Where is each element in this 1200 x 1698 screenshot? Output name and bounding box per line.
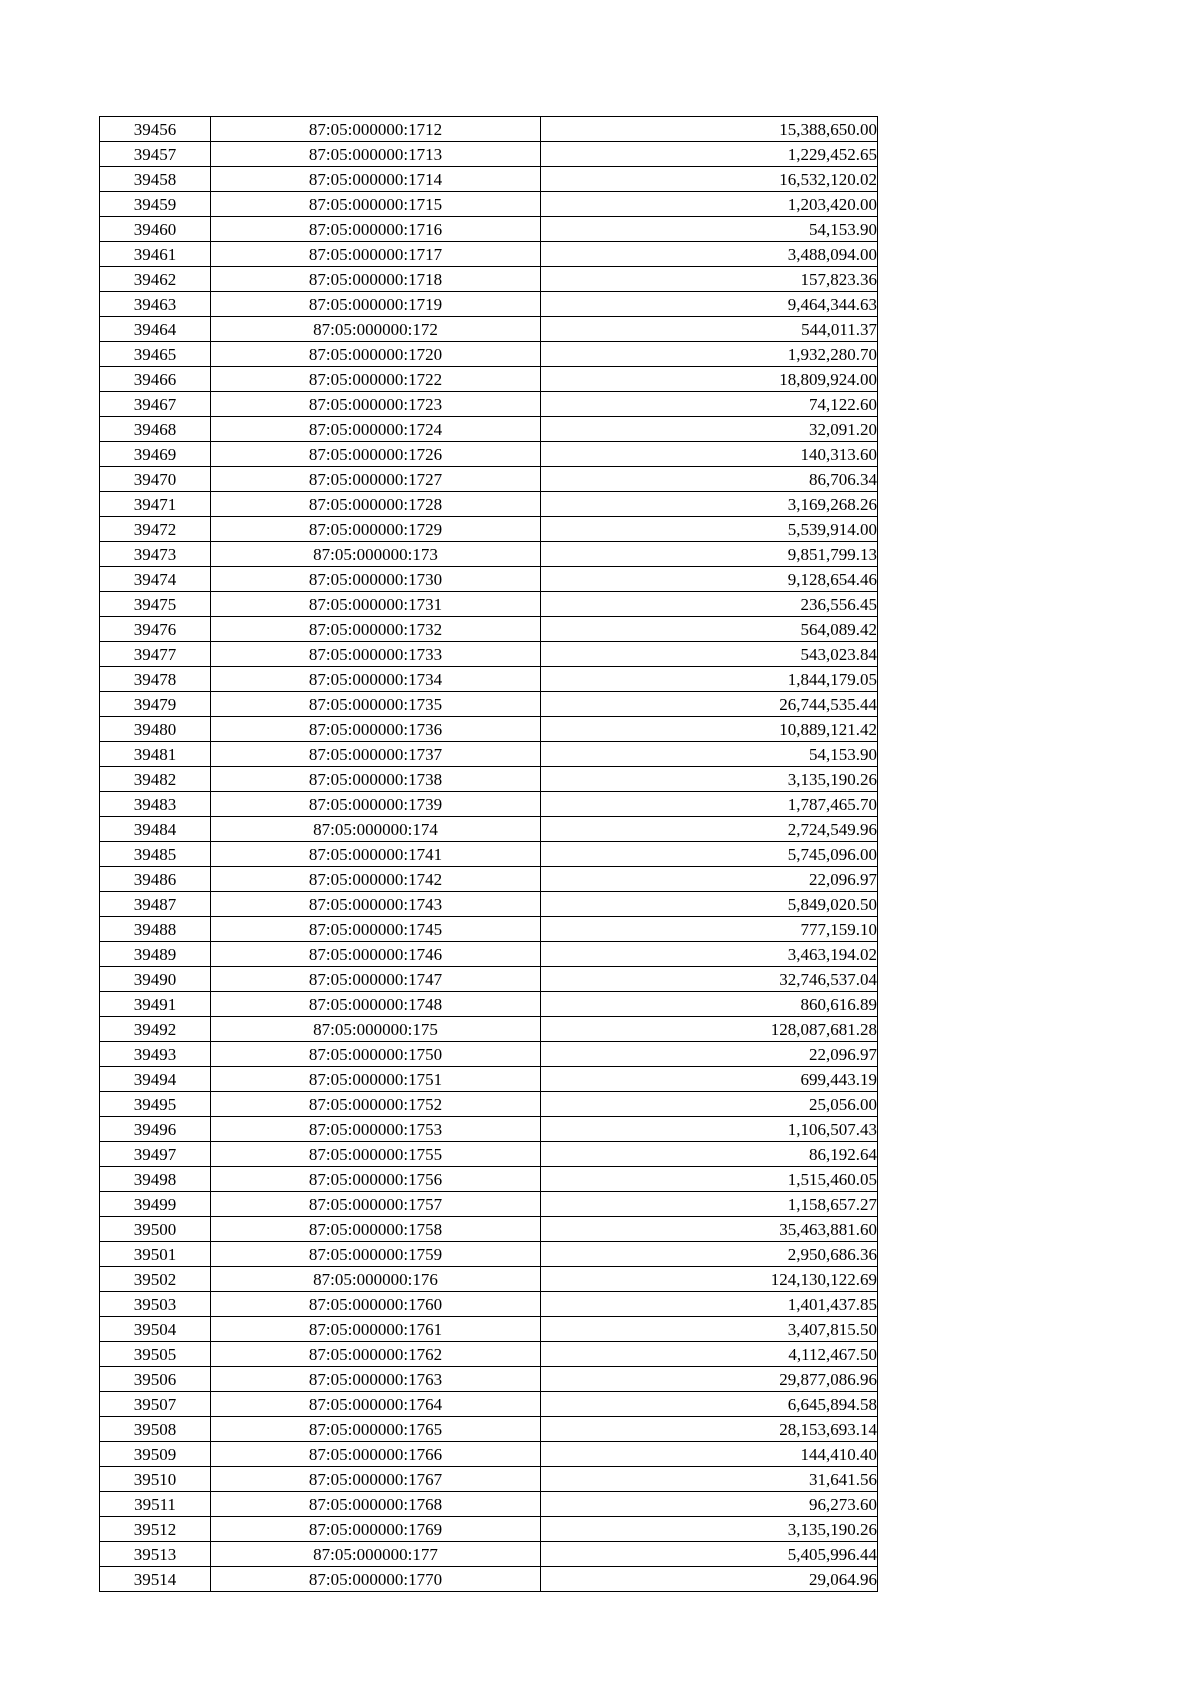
cadastral-number-cell: 87:05:000000:1724 [211, 417, 541, 442]
row-number-cell: 39461 [100, 242, 211, 267]
row-number-cell: 39479 [100, 692, 211, 717]
table-row [100, 292, 878, 317]
cadastral-number-cell: 87:05:000000:1769 [211, 1517, 541, 1542]
table-row [100, 1167, 878, 1192]
cadastral-value-cell: 29,064.96 [541, 1567, 878, 1592]
row-number-cell: 39495 [100, 1092, 211, 1117]
cadastral-number-cell: 87:05:000000:1727 [211, 467, 541, 492]
cadastral-number-cell: 87:05:000000:1747 [211, 967, 541, 992]
row-number-cell: 39507 [100, 1392, 211, 1417]
table-row [100, 767, 878, 792]
cadastral-number-cell: 87:05:000000:1719 [211, 292, 541, 317]
cadastral-number-cell: 87:05:000000:1758 [211, 1217, 541, 1242]
cadastral-value-cell: 9,464,344.63 [541, 292, 878, 317]
cadastral-value-cell: 3,488,094.00 [541, 242, 878, 267]
cadastral-value-cell: 5,539,914.00 [541, 517, 878, 542]
cadastral-number-cell: 87:05:000000:1756 [211, 1167, 541, 1192]
table-row [100, 867, 878, 892]
table-row [100, 1267, 878, 1292]
cadastral-number-cell: 87:05:000000:1759 [211, 1242, 541, 1267]
cadastral-value-cell: 2,724,549.96 [541, 817, 878, 842]
cadastral-value-cell: 18,809,924.00 [541, 367, 878, 392]
cadastral-value-cell: 157,823.36 [541, 267, 878, 292]
row-number-cell: 39464 [100, 317, 211, 342]
row-number-cell: 39498 [100, 1167, 211, 1192]
row-number-cell: 39463 [100, 292, 211, 317]
row-number-cell: 39497 [100, 1142, 211, 1167]
cadastral-number-cell: 87:05:000000:1741 [211, 842, 541, 867]
row-number-cell: 39462 [100, 267, 211, 292]
cadastral-number-cell: 87:05:000000:1762 [211, 1342, 541, 1367]
table-row [100, 417, 878, 442]
cadastral-number-cell: 87:05:000000:1739 [211, 792, 541, 817]
row-number-cell: 39484 [100, 817, 211, 842]
row-number-cell: 39466 [100, 367, 211, 392]
cadastral-number-cell: 87:05:000000:1738 [211, 767, 541, 792]
row-number-cell: 39481 [100, 742, 211, 767]
row-number-cell: 39489 [100, 942, 211, 967]
cadastral-number-cell: 87:05:000000:1720 [211, 342, 541, 367]
cadastral-number-cell: 87:05:000000:1770 [211, 1567, 541, 1592]
table-row [100, 492, 878, 517]
row-number-cell: 39505 [100, 1342, 211, 1367]
table-row [100, 217, 878, 242]
cadastral-value-cell: 860,616.89 [541, 992, 878, 1017]
cadastral-number-cell: 87:05:000000:1732 [211, 617, 541, 642]
cadastral-number-cell: 87:05:000000:1757 [211, 1192, 541, 1217]
cadastral-value-cell: 9,851,799.13 [541, 542, 878, 567]
cadastral-value-cell: 1,106,507.43 [541, 1117, 878, 1142]
cadastral-value-cell: 3,463,194.02 [541, 942, 878, 967]
cadastral-value-cell: 28,153,693.14 [541, 1417, 878, 1442]
row-number-cell: 39486 [100, 867, 211, 892]
table-row [100, 992, 878, 1017]
cadastral-number-cell: 87:05:000000:1752 [211, 1092, 541, 1117]
row-number-cell: 39456 [100, 117, 211, 142]
cadastral-value-cell: 3,135,190.26 [541, 1517, 878, 1542]
row-number-cell: 39457 [100, 142, 211, 167]
row-number-cell: 39490 [100, 967, 211, 992]
cadastral-value-cell: 564,089.42 [541, 617, 878, 642]
cadastral-value-cell: 4,112,467.50 [541, 1342, 878, 1367]
table-row [100, 617, 878, 642]
row-number-cell: 39506 [100, 1367, 211, 1392]
row-number-cell: 39476 [100, 617, 211, 642]
cadastral-number-cell: 87:05:000000:1723 [211, 392, 541, 417]
row-number-cell: 39467 [100, 392, 211, 417]
row-number-cell: 39475 [100, 592, 211, 617]
table-row [100, 892, 878, 917]
table-row [100, 442, 878, 467]
row-number-cell: 39493 [100, 1042, 211, 1067]
table-row [100, 1542, 878, 1567]
table-row [100, 1217, 878, 1242]
table-row [100, 1442, 878, 1467]
cadastral-value-cell: 124,130,122.69 [541, 1267, 878, 1292]
row-number-cell: 39477 [100, 642, 211, 667]
cadastral-value-cell: 6,645,894.58 [541, 1392, 878, 1417]
row-number-cell: 39468 [100, 417, 211, 442]
cadastral-number-cell: 87:05:000000:172 [211, 317, 541, 342]
cadastral-number-cell: 87:05:000000:1764 [211, 1392, 541, 1417]
cadastral-number-cell: 87:05:000000:1745 [211, 917, 541, 942]
row-number-cell: 39492 [100, 1017, 211, 1042]
cadastral-value-cell: 26,744,535.44 [541, 692, 878, 717]
table-row [100, 1342, 878, 1367]
cadastral-value-cell: 543,023.84 [541, 642, 878, 667]
row-number-cell: 39474 [100, 567, 211, 592]
table-row [100, 117, 878, 142]
cadastral-value-cell: 35,463,881.60 [541, 1217, 878, 1242]
table-row [100, 517, 878, 542]
table-body [100, 117, 878, 1592]
cadastral-number-cell: 87:05:000000:1767 [211, 1467, 541, 1492]
cadastral-number-cell: 87:05:000000:1753 [211, 1117, 541, 1142]
table-row [100, 1492, 878, 1517]
table-row [100, 1042, 878, 1067]
cadastral-number-cell: 87:05:000000:177 [211, 1542, 541, 1567]
table-row [100, 1567, 878, 1592]
table-row [100, 1067, 878, 1092]
cadastral-value-cell: 1,203,420.00 [541, 192, 878, 217]
cadastral-value-cell: 32,746,537.04 [541, 967, 878, 992]
table-row [100, 542, 878, 567]
row-number-cell: 39478 [100, 667, 211, 692]
cadastral-number-cell: 87:05:000000:1731 [211, 592, 541, 617]
table-row [100, 717, 878, 742]
cadastral-value-cell: 544,011.37 [541, 317, 878, 342]
cadastral-value-cell: 29,877,086.96 [541, 1367, 878, 1392]
cadastral-number-cell: 87:05:000000:1715 [211, 192, 541, 217]
cadastral-number-cell: 87:05:000000:1714 [211, 167, 541, 192]
cadastral-number-cell: 87:05:000000:1735 [211, 692, 541, 717]
row-number-cell: 39460 [100, 217, 211, 242]
row-number-cell: 39500 [100, 1217, 211, 1242]
cadastral-value-cell: 3,407,815.50 [541, 1317, 878, 1342]
cadastral-value-cell: 777,159.10 [541, 917, 878, 942]
cadastral-number-cell: 87:05:000000:1737 [211, 742, 541, 767]
cadastral-number-cell: 87:05:000000:175 [211, 1017, 541, 1042]
cadastral-value-cell: 1,844,179.05 [541, 667, 878, 692]
cadastral-number-cell: 87:05:000000:1765 [211, 1417, 541, 1442]
row-number-cell: 39502 [100, 1267, 211, 1292]
cadastral-number-cell: 87:05:000000:1733 [211, 642, 541, 667]
table-row [100, 942, 878, 967]
table-row [100, 1117, 878, 1142]
cadastral-value-cell: 5,405,996.44 [541, 1542, 878, 1567]
table-row [100, 1192, 878, 1217]
table-row [100, 567, 878, 592]
cadastral-value-cell: 2,950,686.36 [541, 1242, 878, 1267]
row-number-cell: 39514 [100, 1567, 211, 1592]
table-row [100, 967, 878, 992]
table-row [100, 367, 878, 392]
row-number-cell: 39512 [100, 1517, 211, 1542]
cadastral-value-cell: 3,169,268.26 [541, 492, 878, 517]
cadastral-value-cell: 86,192.64 [541, 1142, 878, 1167]
cadastral-number-cell: 87:05:000000:1728 [211, 492, 541, 517]
cadastral-number-cell: 87:05:000000:1734 [211, 667, 541, 692]
row-number-cell: 39485 [100, 842, 211, 867]
cadastral-number-cell: 87:05:000000:1736 [211, 717, 541, 742]
cadastral-value-cell: 128,087,681.28 [541, 1017, 878, 1042]
row-number-cell: 39496 [100, 1117, 211, 1142]
cadastral-number-cell: 87:05:000000:1743 [211, 892, 541, 917]
table-row [100, 192, 878, 217]
cadastral-value-cell: 699,443.19 [541, 1067, 878, 1092]
row-number-cell: 39491 [100, 992, 211, 1017]
table-row [100, 1317, 878, 1342]
cadastral-value-cell: 5,849,020.50 [541, 892, 878, 917]
table-row [100, 1467, 878, 1492]
table-row [100, 1367, 878, 1392]
cadastral-value-cell: 54,153.90 [541, 742, 878, 767]
row-number-cell: 39458 [100, 167, 211, 192]
cadastral-value-cell: 3,135,190.26 [541, 767, 878, 792]
table-row [100, 242, 878, 267]
cadastral-value-cell: 5,745,096.00 [541, 842, 878, 867]
table-row [100, 842, 878, 867]
cadastral-value-table [99, 116, 878, 1592]
row-number-cell: 39511 [100, 1492, 211, 1517]
cadastral-value-cell: 96,273.60 [541, 1492, 878, 1517]
cadastral-value-cell: 10,889,121.42 [541, 717, 878, 742]
table-row [100, 467, 878, 492]
row-number-cell: 39513 [100, 1542, 211, 1567]
cadastral-value-cell: 1,158,657.27 [541, 1192, 878, 1217]
row-number-cell: 39471 [100, 492, 211, 517]
row-number-cell: 39504 [100, 1317, 211, 1342]
cadastral-value-cell: 1,932,280.70 [541, 342, 878, 367]
row-number-cell: 39499 [100, 1192, 211, 1217]
cadastral-number-cell: 87:05:000000:1717 [211, 242, 541, 267]
cadastral-number-cell: 87:05:000000:176 [211, 1267, 541, 1292]
row-number-cell: 39494 [100, 1067, 211, 1092]
table-row [100, 592, 878, 617]
row-number-cell: 39473 [100, 542, 211, 567]
cadastral-number-cell: 87:05:000000:1748 [211, 992, 541, 1017]
row-number-cell: 39469 [100, 442, 211, 467]
table-row [100, 1092, 878, 1117]
cadastral-value-cell: 86,706.34 [541, 467, 878, 492]
table-row [100, 642, 878, 667]
table-row [100, 667, 878, 692]
cadastral-number-cell: 87:05:000000:1766 [211, 1442, 541, 1467]
cadastral-number-cell: 87:05:000000:1726 [211, 442, 541, 467]
table-row [100, 917, 878, 942]
cadastral-number-cell: 87:05:000000:173 [211, 542, 541, 567]
cadastral-number-cell: 87:05:000000:1722 [211, 367, 541, 392]
cadastral-value-cell: 22,096.97 [541, 1042, 878, 1067]
table-row [100, 317, 878, 342]
cadastral-value-cell: 1,401,437.85 [541, 1292, 878, 1317]
table-row [100, 1517, 878, 1542]
cadastral-number-cell: 87:05:000000:1712 [211, 117, 541, 142]
row-number-cell: 39488 [100, 917, 211, 942]
cadastral-value-cell: 1,787,465.70 [541, 792, 878, 817]
row-number-cell: 39459 [100, 192, 211, 217]
table-row [100, 267, 878, 292]
cadastral-value-cell: 25,056.00 [541, 1092, 878, 1117]
row-number-cell: 39465 [100, 342, 211, 367]
table-row [100, 692, 878, 717]
cadastral-value-cell: 1,229,452.65 [541, 142, 878, 167]
cadastral-number-cell: 87:05:000000:1760 [211, 1292, 541, 1317]
table-row [100, 392, 878, 417]
cadastral-value-cell: 74,122.60 [541, 392, 878, 417]
cadastral-value-cell: 236,556.45 [541, 592, 878, 617]
cadastral-value-cell: 32,091.20 [541, 417, 878, 442]
cadastral-number-cell: 87:05:000000:1718 [211, 267, 541, 292]
table-row [100, 792, 878, 817]
cadastral-number-cell: 87:05:000000:1750 [211, 1042, 541, 1067]
row-number-cell: 39482 [100, 767, 211, 792]
cadastral-value-cell: 1,515,460.05 [541, 1167, 878, 1192]
cadastral-value-cell: 31,641.56 [541, 1467, 878, 1492]
table-row [100, 1417, 878, 1442]
table-row [100, 1017, 878, 1042]
cadastral-number-cell: 87:05:000000:1751 [211, 1067, 541, 1092]
row-number-cell: 39483 [100, 792, 211, 817]
cadastral-value-cell: 9,128,654.46 [541, 567, 878, 592]
cadastral-number-cell: 87:05:000000:1768 [211, 1492, 541, 1517]
row-number-cell: 39480 [100, 717, 211, 742]
cadastral-value-cell: 140,313.60 [541, 442, 878, 467]
table-row [100, 817, 878, 842]
cadastral-number-cell: 87:05:000000:174 [211, 817, 541, 842]
row-number-cell: 39472 [100, 517, 211, 542]
row-number-cell: 39503 [100, 1292, 211, 1317]
row-number-cell: 39487 [100, 892, 211, 917]
table-row [100, 167, 878, 192]
cadastral-value-cell: 15,388,650.00 [541, 117, 878, 142]
table-row [100, 1242, 878, 1267]
cadastral-number-cell: 87:05:000000:1729 [211, 517, 541, 542]
table-row [100, 1392, 878, 1417]
cadastral-number-cell: 87:05:000000:1763 [211, 1367, 541, 1392]
cadastral-number-cell: 87:05:000000:1746 [211, 942, 541, 967]
cadastral-number-cell: 87:05:000000:1713 [211, 142, 541, 167]
cadastral-number-cell: 87:05:000000:1716 [211, 217, 541, 242]
table-row [100, 1142, 878, 1167]
table-row [100, 342, 878, 367]
cadastral-number-cell: 87:05:000000:1742 [211, 867, 541, 892]
row-number-cell: 39508 [100, 1417, 211, 1442]
cadastral-number-cell: 87:05:000000:1755 [211, 1142, 541, 1167]
row-number-cell: 39509 [100, 1442, 211, 1467]
table-row [100, 1292, 878, 1317]
table-row [100, 742, 878, 767]
cadastral-number-cell: 87:05:000000:1761 [211, 1317, 541, 1342]
row-number-cell: 39501 [100, 1242, 211, 1267]
cadastral-value-cell: 22,096.97 [541, 867, 878, 892]
cadastral-value-cell: 54,153.90 [541, 217, 878, 242]
table-row [100, 142, 878, 167]
cadastral-value-cell: 144,410.40 [541, 1442, 878, 1467]
row-number-cell: 39510 [100, 1467, 211, 1492]
cadastral-number-cell: 87:05:000000:1730 [211, 567, 541, 592]
cadastral-value-cell: 16,532,120.02 [541, 167, 878, 192]
row-number-cell: 39470 [100, 467, 211, 492]
